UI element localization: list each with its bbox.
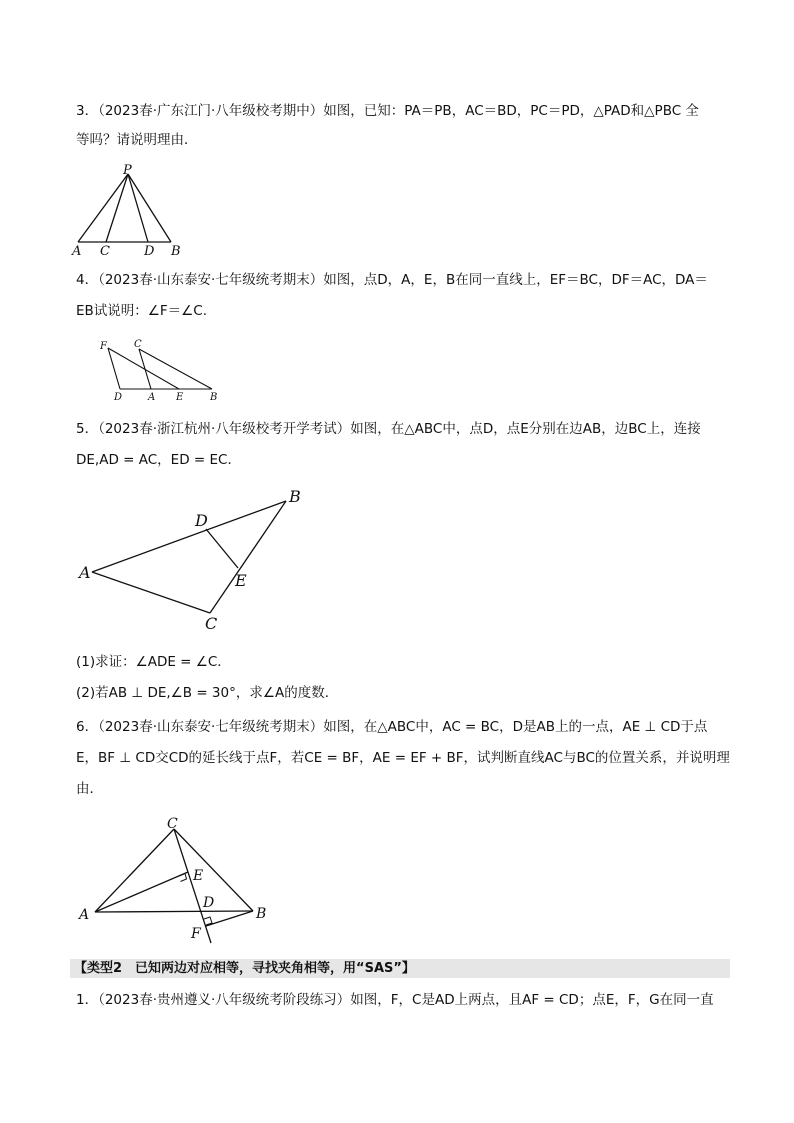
q6-label-E: E — [193, 868, 204, 884]
q3-label-P: P — [123, 163, 132, 178]
q4-label-B: B — [210, 392, 218, 403]
q4-label-F: F — [100, 341, 107, 352]
q5-label-B: B — [289, 487, 301, 506]
q6-label-C: C — [167, 816, 178, 832]
type2-banner-text: 【类型2 已知两边对应相等，寻找夹角相等，用“SAS”】 — [74, 961, 415, 976]
q6-figure — [75, 812, 285, 947]
q6-label-A: A — [79, 907, 90, 923]
q4-figure — [92, 335, 227, 403]
q4-text-line1: 4．（2023春·山东泰安·七年级统考期末）如图，点D，A，E，B在同一直线上，EF＝BC，DF＝AC，DA＝ — [76, 272, 708, 288]
q6-label-B: B — [256, 906, 267, 922]
q5-part2: (2)若AB ⊥ DE,∠B = 30°，求∠A的度数． — [76, 685, 339, 701]
q4-label-D: D — [114, 392, 123, 403]
q4-label-A: A — [148, 392, 156, 403]
q5-text-line2: DE,AD = AC，ED = EC． — [76, 452, 241, 468]
q5-label-A: A — [79, 563, 91, 582]
q6-text-line3: 由． — [76, 781, 103, 797]
q5-label-E: E — [235, 571, 247, 590]
type2-q1-text-line1: 1．（2023春·贵州遵义·八年级统考阶段练习）如图，F，C是AD上两点，且AF = CD；点E，F，G在同一直 — [76, 992, 714, 1008]
q6-label-F: F — [191, 926, 201, 942]
q5-label-C: C — [205, 614, 218, 633]
q3-text-line2: 等吗？请说明理由． — [76, 132, 198, 148]
q5-part1: (1)求证：∠ADE = ∠C． — [76, 654, 231, 670]
q5-text-line1: 5．（2023春·浙江杭州·八年级校考开学考试）如图，在△ABC中，点D，点E分别在边AB，边BC上，连接 — [76, 421, 701, 437]
q6-text-line1: 6．（2023春·山东泰安·七年级统考期末）如图，在△ABC中，AC = BC，D是AB上的一点，AE ⊥ CD于点 — [76, 719, 708, 735]
q6-text-line2: E，BF ⊥ CD交CD的延长线于点F，若CE = BF，AE = EF + BF，试判断直线AC与BC的位置关系，并说明理 — [76, 750, 730, 766]
q3-label-B: B — [171, 244, 181, 258]
q3-label-D: D — [144, 244, 155, 258]
q3-label-C: C — [100, 244, 110, 258]
q5-figure — [75, 482, 315, 637]
q3-label-A: A — [72, 244, 82, 258]
q4-label-E: E — [176, 392, 184, 403]
q4-text-line2: EB试说明：∠F＝∠C. — [76, 303, 207, 319]
q3-text-line1: 3．（2023春·广东江门·八年级校考期中）如图，已知：PA＝PB，AC＝BD，PC＝PD，△PAD和△PBC 全 — [76, 103, 699, 119]
q4-label-C: C — [134, 339, 142, 350]
q5-label-D: D — [195, 511, 208, 530]
q6-label-D: D — [203, 895, 215, 911]
q3-figure — [70, 162, 190, 258]
type2-banner — [70, 959, 730, 978]
